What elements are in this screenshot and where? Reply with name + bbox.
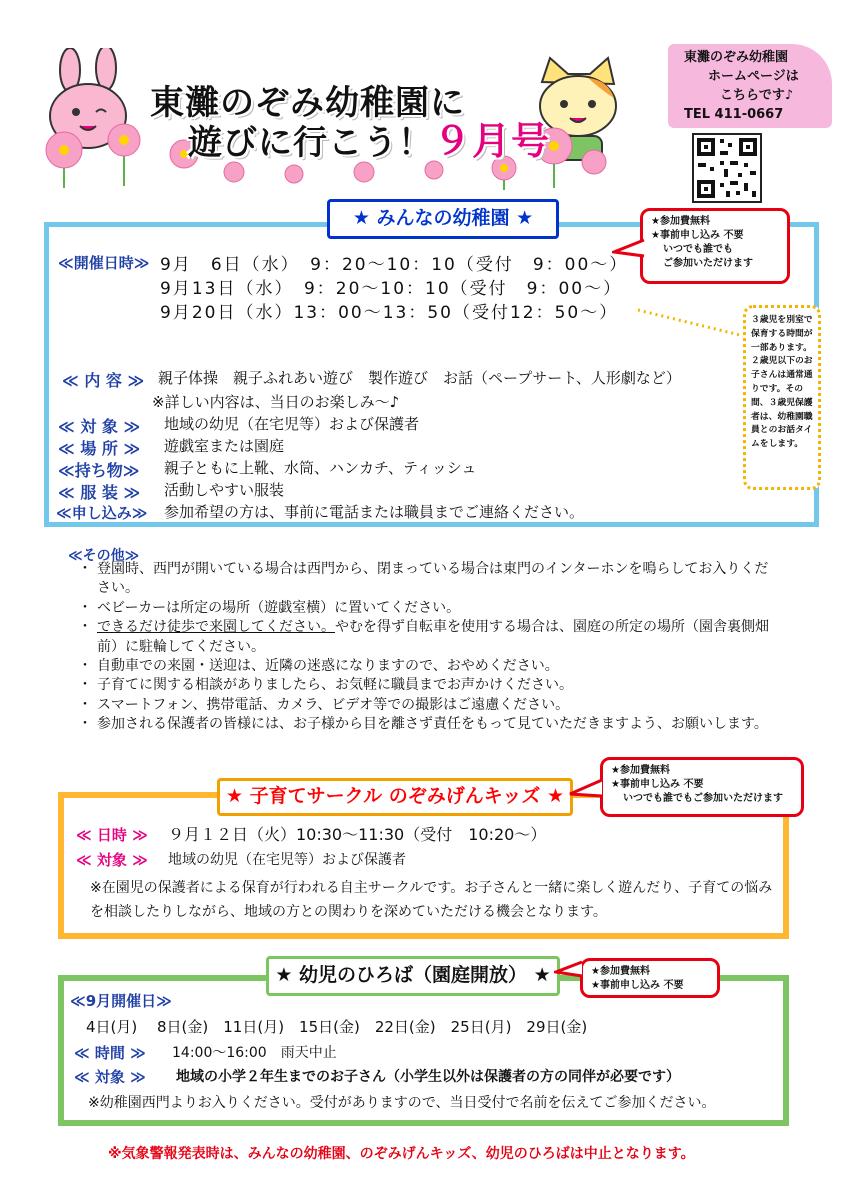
place-label: ≪ 場 所 ≫ bbox=[58, 439, 141, 458]
list-item-text: やむを得ず自転車を使用する場合は、園庭の所定の場所（園舎裏側畑前）に駐輪してください。 bbox=[97, 619, 769, 655]
hiroba-dates: 4日(月) 8日(金) 11日(月) 15日(金) 22日(金) 25日(月) 29日(金) bbox=[86, 1018, 588, 1036]
place-value: 遊戯室または園庭 bbox=[164, 437, 285, 455]
list-item: ・ 登園時、西門が開いている場合は西門から、閉まっている場合は東門のインターホンを鳴らしてお入りください。 bbox=[84, 560, 774, 599]
hiroba-target-value: 地域の小学２年生までのお子さん（小学生以外は保護者の方の同伴が必要です） bbox=[176, 1069, 680, 1085]
homepage-line3: こちらです♪ bbox=[720, 88, 794, 103]
list-item: ・ 子育てに関する相談がありましたら、お気軽に職員までお声かけください。 bbox=[84, 676, 774, 695]
schedule-row-3: 9月20日（水）13：00～13：50（受付12：50～） bbox=[160, 303, 619, 323]
bubble-pointer bbox=[554, 960, 584, 980]
content-note: ※詳しい内容は、当日のお楽しみ～♪ bbox=[152, 393, 400, 411]
genkids-target-label: ≪ 対象 ≫ bbox=[76, 851, 148, 869]
belongings-value: 親子ともに上靴、水筒、ハンカチ、ティッシュ bbox=[164, 459, 477, 477]
schedule-row-2: 9月13日（水） 9：20～10：10（受付 9：00～） bbox=[160, 279, 623, 299]
other-list bbox=[84, 560, 774, 735]
hiroba-target-label: ≪ 対象 ≫ bbox=[74, 1068, 146, 1086]
weather-warning-note: ※気象警報発表時は、みんなの幼稚園、のぞみげんキッズ、幼児のひろばは中止となります。 bbox=[108, 1146, 695, 1162]
section3-title: ★ 幼児のひろば（園庭開放） ★ bbox=[266, 956, 560, 996]
bubble-line: ★参加費無料 bbox=[591, 966, 650, 977]
schedule-label: ≪開催日時≫ bbox=[58, 254, 150, 272]
other-heading: ≪その他≫ bbox=[68, 548, 140, 564]
bubble-line: いつでも誰でも bbox=[663, 244, 733, 255]
bubble-line: ★事前申し込み 不要 bbox=[591, 980, 684, 991]
list-item: ・ 自動車での来園・送迎は、近隣の迷惑になりますので、おやめください。 bbox=[84, 657, 774, 676]
hiroba-time-value: 14:00～16:00 雨天中止 bbox=[172, 1045, 337, 1061]
clothing-label: ≪ 服 装 ≫ bbox=[58, 483, 141, 502]
application-label: ≪申し込み≫ bbox=[56, 504, 148, 522]
homepage-line1: 東灘のぞみ幼稚園 bbox=[684, 50, 789, 65]
list-item: ・ ベビーカーは所定の場所（遊戯室横）に置いてください。 bbox=[84, 599, 774, 618]
bubble-line: ★事前申し込み 不要 bbox=[651, 230, 744, 241]
hiroba-time-label: ≪ 時間 ≫ bbox=[74, 1044, 146, 1062]
hiroba-note: ※幼稚園西門よりお入りください。受付がありますので、当日受付で名前を伝えてご参加ください。 bbox=[88, 1095, 716, 1111]
content-value: 親子体操 親子ふれあい遊び 製作遊び お話（ペープサート、人形劇など） bbox=[158, 369, 681, 387]
genkids-target-value: 地域の幼児（在宅児等）および保護者 bbox=[168, 852, 406, 868]
hiroba-dates-label: ≪9月開催日≫ bbox=[70, 992, 172, 1010]
bubble-pointer bbox=[568, 778, 604, 800]
clothing-value: 活動しやすい服装 bbox=[164, 481, 285, 499]
bubble-line: ★参加費無料 bbox=[651, 216, 710, 227]
bubble-line: いつでも誰でもご参加いただけます bbox=[623, 793, 783, 804]
bubble-line: ★参加費無料 bbox=[611, 765, 670, 776]
section2-title: ★ 子育てサークル のぞみげんキッズ ★ bbox=[217, 778, 573, 816]
belongings-label: ≪持ち物≫ bbox=[58, 461, 140, 480]
genkids-date-value: ９月１２日（火）10:30～11:30（受付 10:20～） bbox=[168, 825, 547, 844]
content-label: ≪ 内 容 ≫ bbox=[62, 371, 145, 390]
page-title-line2 bbox=[188, 110, 550, 165]
genkids-date-label: ≪ 日時 ≫ bbox=[76, 826, 148, 844]
page-title-text: 遊びに行こう！ bbox=[188, 123, 433, 163]
section2-fee-bubble bbox=[600, 757, 804, 817]
bubble-line: ★事前申し込み 不要 bbox=[611, 779, 704, 790]
underlined-text: できるだけ徒歩で来園してください。 bbox=[97, 619, 335, 636]
list-item: ・ 参加される保護者の皆様には、お子様から目を離さず責任をもって見ていただきますよう、お願いします。 bbox=[84, 715, 774, 734]
homepage-info-box bbox=[668, 44, 832, 128]
application-value: 参加希望の方は、事前に電話または職員までご連絡ください。 bbox=[164, 503, 585, 521]
target-value: 地域の幼児（在宅児等）および保護者 bbox=[164, 415, 420, 433]
genkids-note: ※在園児の保護者による保育が行われる自主サークルです。お子さんと一緒に楽しく遊んだり、子育ての悩みを相談したりしながら、地域の方との関わりを深めていただける機会となります。 bbox=[90, 880, 773, 920]
schedule-row-1: 9月 6日（水） 9：20～10：10（受付 9：00～） bbox=[160, 255, 629, 275]
list-item: ・ スマートフォン、携帯電話、カメラ、ビデオ等での撮影はご遠慮ください。 bbox=[84, 696, 774, 715]
section3-fee-bubble bbox=[580, 958, 720, 998]
section1-fee-bubble bbox=[640, 208, 790, 284]
qr-code-icon[interactable] bbox=[692, 133, 762, 203]
homepage-line2: ホームページは bbox=[708, 69, 799, 84]
dotted-connector bbox=[636, 306, 746, 340]
page-title-line1: 東灘のぞみ幼稚園に bbox=[150, 83, 465, 123]
page-title-month: ９月号 bbox=[433, 119, 551, 163]
list-item bbox=[84, 618, 774, 657]
note-box-3yo: ３歳児を別室で保育する時間が一部あります。２歳児以下のお子さんは通常通りです。その間、３歳児保護者は、幼稚園職員とのお話タイムをします。 bbox=[743, 305, 821, 490]
homepage-tel: TEL 411-0667 bbox=[684, 107, 784, 122]
target-label: ≪ 対 象 ≫ bbox=[58, 417, 141, 436]
section1-title: ★ みんなの幼稚園 ★ bbox=[327, 199, 559, 239]
bubble-line: ご参加いただけます bbox=[663, 258, 753, 269]
